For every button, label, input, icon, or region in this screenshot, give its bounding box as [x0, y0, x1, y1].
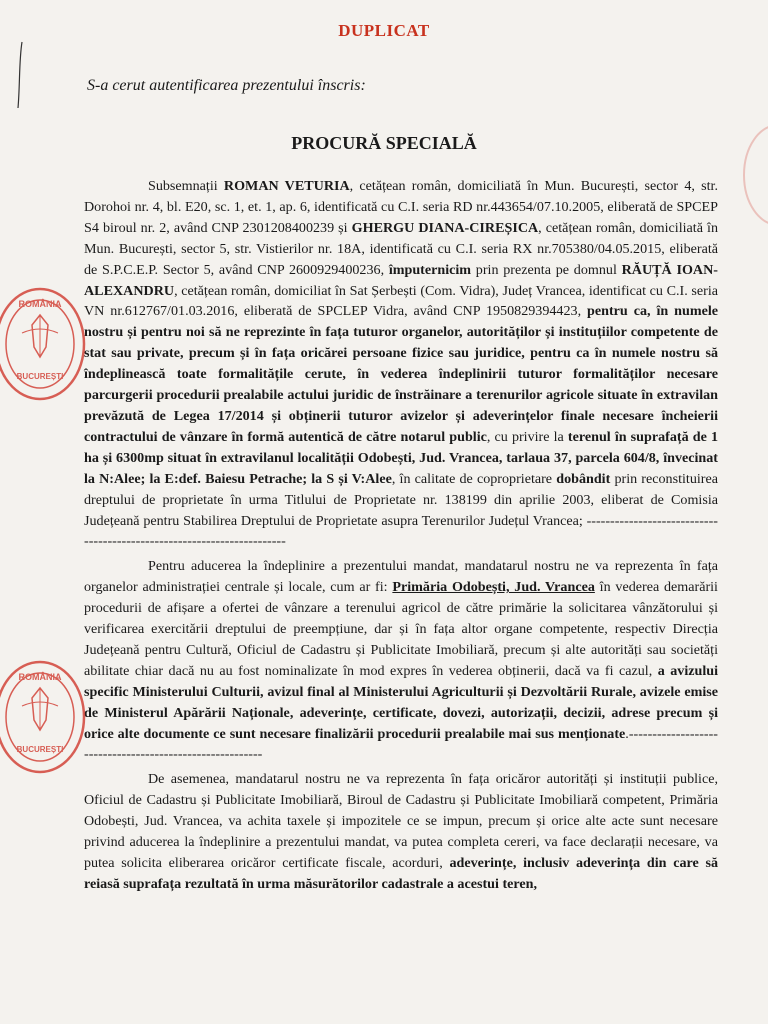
body-text: Subsemnații	[148, 178, 224, 194]
faint-stamp-edge	[738, 120, 768, 230]
bold-text: împuternicim	[388, 261, 472, 278]
bold-text: dobândit	[556, 470, 611, 487]
bold-text: RĂUȚĂ IOAN-ALEXANDRU	[84, 261, 718, 299]
body-paragraph	[84, 556, 718, 765]
body-paragraph	[84, 769, 718, 894]
notary-stamp	[0, 285, 88, 403]
bold-text: adeverințe, inclusiv adeverința din care să reiasă suprafața rezultată în urma măsurătorilor cadastrale a acestui teren,	[84, 855, 718, 892]
body-text: , cetățean român, domiciliat în Sat Șerbești (Com. Vidra), Județ Vrancea, identificat cu C.I. seria VN nr.612767/01.03.2016, eliberată de SPCLEP Vidra, având CNP 1950829394423,	[84, 282, 718, 320]
document-body	[84, 176, 718, 895]
bold-text: ROMAN VETURIA	[223, 178, 350, 194]
bold-text: a avizului specific Ministerului Culturii, avizul final al Ministerului Agriculturii și Dezvoltării Rurale, avizele emise de Ministerul Apărării Naționale, adeverințe, certificate, dovezi, autorizații, decizii, adrese precum și orice alte documente ce sunt necesare finalizării procedurii prealabile mai sus menționate	[84, 662, 719, 742]
margin-pen-mark	[16, 40, 26, 110]
body-text: în vederea demarării procedurii de afișare a ofertei de vânzare a terenului agricol de către primărie la solicitarea vânzătorului și verificarea exercitării dreptului de preempțiune, dar și în fața altor organe competente, respectiv Direcția Județeană pentru Cultură, Oficiul de Cadastru și Publicitate Imobiliară, precum și alte autorități sau societăți abilitate chiar dacă nu au fost nominalizate în mod expres în vederea obținerii, dacă va fi cazul,	[84, 579, 718, 679]
document-title: PROCURĂ SPECIALĂ	[291, 133, 477, 153]
body-text: prin prezenta pe domnul	[471, 261, 622, 278]
body-text: .---------------------------------------------------------	[84, 725, 718, 763]
svg-text:BUCUREȘTI: BUCUREȘTI	[16, 372, 64, 381]
svg-text:ROMÂNIA: ROMÂNIA	[18, 672, 62, 682]
body-text: De asemenea, mandatarul nostru ne va reprezenta în fața oricăror autorități și instituții publice, Oficiul de Cadastru și Publicitate Imobiliară, Biroul de Cadastru și Publicitate Imobiliară competent, Primăria Odobești, Jud. Vrancea, va achita taxele și impozitele ce se impun, precum și orice alte acte sunt necesare privind aducerea la îndeplinire a prezentului mandat, va putea completa cereri, va face declarații necesare, va putea solicita eliberarea oricăror certificate fiscale, acorduri,	[84, 771, 718, 871]
svg-text:ROMÂNIA: ROMÂNIA	[18, 299, 62, 309]
bold-text: GHERGU DIANA-CIREȘICA	[351, 219, 539, 236]
body-text: , cetățean român, domiciliată în Mun. București, sector 5, str. Vistierilor nr. 18A, identificată cu C.I. seria RX nr.705380/04.05.2015, eliberată de S.P.C.E.P. Sector 5, având CNP 2600929400236,	[84, 219, 718, 278]
body-text: , în calitate de coproprietare	[391, 470, 557, 487]
body-text: Pentru aducerea la îndeplinire a prezentului mandat, mandatarul nostru ne va reprezenta în fața organelor administrației centrale și locale, cum ar fi:	[84, 558, 718, 596]
bold-text: terenul în suprafață de 1 ha și 6300mp situat în extravilanul localității Odobești, Jud. Vrancea, tarlaua 37, parcela 604/8, învecinat la N:Alee; la E:def. Baiesu Petrache; la S și V:Alee	[84, 428, 718, 487]
body-text: , cu privire la	[486, 428, 568, 445]
bold-text: pentru ca, în numele nostru și pentru noi să ne reprezinte în fața tuturor organelor, autorităților și instituțiilor competente de stat sau private, precum și în fața oricărei persoane fizice sau juridice, pentru ca în numele nostru să îndeplinească toate formalitățile cerute, în vederea îndeplinirii tuturor formalităților necesare parcurgerii procedurii prealabile actului juridic de înstrăinare a terenurilor agricole situate în extravilan prevăzută de Legea 17/2014 și obținerii tuturor avizelor și adeverințelor finale necesare încheierii contractului de vânzare în formă autentică de către notarul public	[84, 303, 719, 445]
underlined-text: Primăria Odobești, Jud. Vrancea	[392, 579, 595, 596]
body-text: prin reconstituirea dreptului de proprietate în urma Titlului de Proprietate nr. 138199 din aprilie 2003, eliberat de Comisia Județeană pentru Stabilirea Dreptului de Proprietate asupra Terenurilor Județul Vrancea; -----------------------------------------------------------------------	[84, 470, 719, 550]
duplicat-heading: DUPLICAT	[338, 21, 430, 40]
notary-stamp	[0, 658, 88, 776]
authentication-intro: S-a cerut autentificarea prezentului înscris:	[87, 77, 366, 94]
svg-text:BUCUREȘTI: BUCUREȘTI	[16, 745, 64, 754]
body-paragraph	[84, 176, 718, 552]
body-text: , cetățean român, domiciliată în Mun. București, sector 4, str. Dorohoi nr. 4, bl. E20, sc. 1, et. 1, ap. 6, identificată cu C.I. seria RD nr.443654/07.10.2005, eliberată de SPCEP S4 biroul nr. 2, având CNP 2301208400239 și	[84, 178, 718, 236]
